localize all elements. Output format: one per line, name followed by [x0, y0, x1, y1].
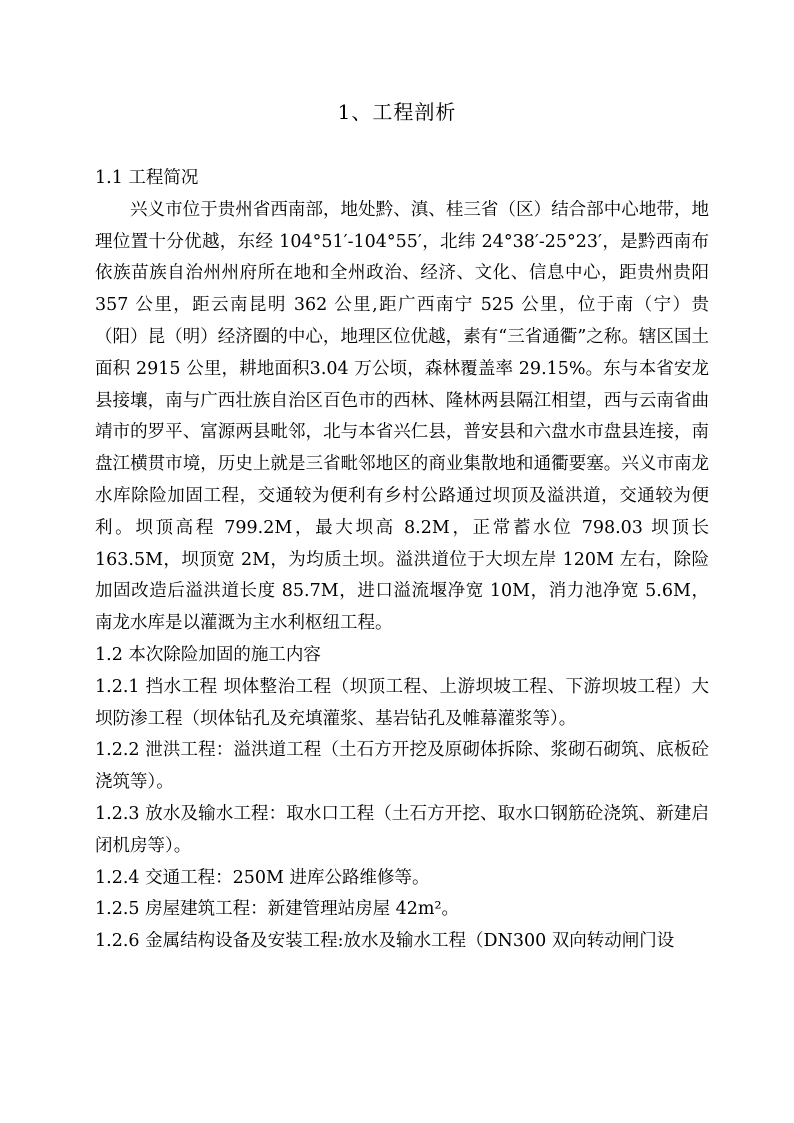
list-item-1-2-1: 1.2.1 挡水工程 坝体整治工程（坝顶工程、上游坝坡工程、下游坝坡工程）大坝防渗工程（坝体钻孔及充填灌浆、基岩钻孔及帷幕灌浆等）。 [95, 676, 709, 729]
list-item-1-2-4: 1.2.4 交通工程：250M 进库公路维修等。 [95, 867, 430, 888]
list-item-1-2-3: 1.2.3 放水及输水工程：取水口工程（土石方开挖、取水口钢筋砼浇筑、新建启闭机房等）。 [95, 803, 709, 856]
section-heading-1-1: 1.1 工程简况 [95, 168, 199, 188]
page-title: 1、工程剖析 [337, 100, 457, 124]
list-item-1-2-6: 1.2.6 金属结构设备及安装工程:放水及输水工程（DN300 双向转动闸门设 [95, 931, 675, 952]
document-body [95, 163, 709, 958]
project-overview-paragraph: 兴义市位于贵州省西南部，地处黔、滇、桂三省（区）结合部中心地带，地理位置十分优越，东经 104°51′-104°55′，北纬 24°38′-25°23′，是黔西南布依族苗族自治州州府所在地和全州政治、经济、文化、信息中心，距贵州贵阳 357 公里，距云南昆明 362 公里,距广西南宁 525 公里，位于南（宁）贵（阳）昆（明）经济圈的中心，地理区位优越，素有“三省通衢”之称。辖区国土面积 2915 公里，耕地面积3.04 万公顷，森林覆盖率 29.15%。东与本省安龙县接壤，南与广西壮族自治区百色市的西林、隆林两县隔江相望，西与云南省曲靖市的罗平、富源两县毗邻，北与本省兴仁县，普安县和六盘水市盘县连接，南盘江横贯市境，历史上就是三省毗邻地区的商业集散地和通衢要塞。兴义市南龙水库除险加固工程，交通较为便利有乡村公路通过坝顶及溢洪道，交通较为便利。坝顶高程 799.2M，最大坝高 8.2M，正常蓄水位 798.03 坝顶长 163.5M，坝顶宽 2M，为均质土坝。溢洪道位于大坝左岸 120M 左右，除险加固改造后溢洪道长度 85.7M，进口溢流堰净宽 10M，消力池净宽 5.6M，南龙水库是以灌溉为主水利枢纽工程。 [95, 199, 709, 634]
section-heading-1-2: 1.2 本次除险加固的施工内容 [95, 644, 321, 665]
list-item-1-2-2: 1.2.2 泄洪工程：溢洪道工程（土石方开挖及原砌体拆除、浆砌石砌筑、底板砼浇筑等）。 [95, 740, 709, 793]
list-item-1-2-5: 1.2.5 房屋建筑工程：新建管理站房屋 42m²。 [95, 899, 460, 920]
